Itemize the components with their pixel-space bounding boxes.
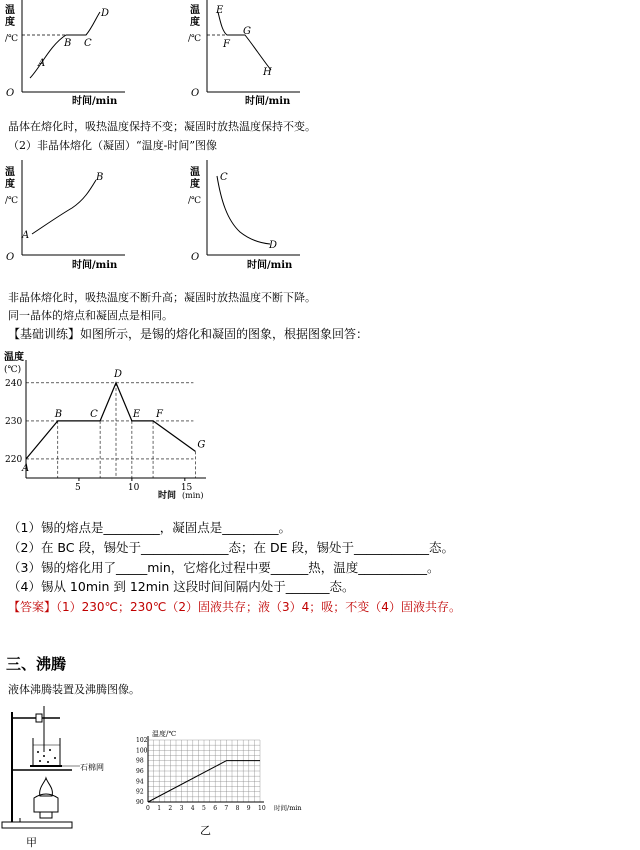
boiling-apparatus bbox=[0, 700, 120, 850]
g2-pt-g: G bbox=[243, 26, 251, 37]
boil-xtick: 4 bbox=[190, 805, 195, 812]
g4-ylabel2: 度 bbox=[190, 179, 200, 190]
g2-origin: O bbox=[191, 88, 200, 99]
boil-ytick: 100 bbox=[136, 747, 148, 755]
tin-point-label: F bbox=[156, 408, 164, 420]
exercise-text: 如图所示，是锡的熔化和凝固的图象，根据图象回答： bbox=[80, 327, 369, 341]
g3-ylabel1: 温 bbox=[5, 167, 15, 178]
graph-amorphous-melting bbox=[0, 160, 130, 272]
question-1: （1）锡的熔点是_________，凝固点是_________。 bbox=[8, 520, 291, 535]
section-heading: 三、沸腾 bbox=[6, 655, 67, 673]
tin-point-label: G bbox=[197, 439, 206, 451]
tin-point-label: C bbox=[90, 408, 98, 420]
boil-ytick: 96 bbox=[136, 768, 144, 775]
boil-xtick: 7 bbox=[224, 805, 229, 812]
g3-pt-a: A bbox=[22, 230, 30, 241]
boil-xtick: 10 bbox=[258, 805, 266, 812]
g3-xlabel: 时间/min bbox=[72, 260, 118, 271]
graph-crystal-solidification bbox=[185, 0, 305, 108]
tin-xunit: (min) bbox=[182, 491, 204, 500]
boil-xtick: 0 bbox=[146, 805, 150, 812]
g3-yunit: /℃ bbox=[5, 196, 19, 206]
boiling-graph bbox=[130, 728, 310, 840]
tin-xtick: 15 bbox=[180, 483, 193, 493]
text-boiling: 液体沸腾装置及沸腾图像。 bbox=[8, 683, 140, 696]
boil-xtick: 8 bbox=[235, 805, 240, 812]
g4-origin: O bbox=[191, 252, 200, 263]
text-amorphous: 非晶体熔化时，吸热温度不断升高；凝固时放热温度不断下降。 bbox=[8, 291, 316, 304]
boil-xlabel: 时间/min bbox=[274, 804, 302, 812]
g3-origin: O bbox=[6, 252, 15, 263]
tin-point-label: B bbox=[54, 408, 63, 420]
g1-pt-d: D bbox=[101, 8, 110, 19]
g4-ylabel1: 温 bbox=[190, 167, 200, 178]
text-amorphous-heading: （2）非晶体熔化（凝固）“温度-时间”图像 bbox=[8, 139, 217, 152]
g1-pt-c: C bbox=[84, 38, 92, 49]
g4-pt-d: D bbox=[269, 240, 278, 251]
question-3: （3）锡的熔化用了_____min，它熔化过程中要______热，温度___________。 bbox=[8, 560, 440, 575]
boil-xtick: 1 bbox=[157, 805, 162, 812]
g2-ylabel1: 温 bbox=[190, 5, 200, 16]
boil-ytick: 90 bbox=[136, 799, 144, 806]
g4-pt-c: C bbox=[220, 172, 228, 183]
text-same-point: 同一晶体的熔点和凝固点是相同。 bbox=[8, 309, 173, 322]
exercise-tag: 【基础训练】 bbox=[8, 327, 81, 341]
boil-xtick: 2 bbox=[168, 805, 173, 812]
g1-yunit: /℃ bbox=[5, 34, 19, 44]
boil-ytick: 98 bbox=[136, 757, 144, 765]
tin-ytick: 230 bbox=[5, 416, 23, 427]
graph-crystal-melting bbox=[0, 0, 130, 108]
tin-point-label: A bbox=[22, 462, 30, 474]
g1-ylabel1: 温 bbox=[5, 5, 15, 16]
answer: 【答案】（1）230℃；230℃（2）固液共存；液（3）4；吸；不变（4）固液共存。 bbox=[8, 600, 461, 614]
g2-xlabel: 时间/min bbox=[245, 96, 291, 107]
g1-pt-a: A bbox=[38, 58, 46, 69]
g4-xlabel: 时间/min bbox=[247, 260, 293, 271]
boil-xtick: 5 bbox=[202, 805, 206, 812]
tin-yunit: (℃) bbox=[4, 365, 22, 375]
boil-ylabel: 温度/℃ bbox=[152, 730, 177, 738]
tin-xlabel: 时间 bbox=[158, 491, 177, 501]
tin-xtick: 10 bbox=[127, 483, 140, 493]
graph-amorphous-solidification bbox=[185, 160, 305, 272]
g2-pt-f: F bbox=[223, 39, 230, 50]
g3-pt-b: B bbox=[96, 172, 104, 183]
asbestos-label: 石棉网 bbox=[80, 763, 104, 772]
g2-yunit: /℃ bbox=[188, 34, 202, 44]
boil-ytick: 102 bbox=[136, 737, 148, 744]
tin-chart bbox=[0, 348, 220, 506]
caption-yi: 乙 bbox=[200, 824, 211, 837]
g1-ylabel2: 度 bbox=[5, 17, 15, 28]
tin-point-label: D bbox=[114, 368, 123, 380]
g2-pt-h: H bbox=[263, 67, 272, 78]
boil-xtick: 9 bbox=[246, 805, 251, 812]
tin-ytick: 220 bbox=[5, 454, 23, 465]
question-2: （2）在 BC 段，锡处于______________态；在 DE 段，锡处于____________态。 bbox=[8, 540, 454, 555]
tin-ylabel: 温度 bbox=[4, 352, 24, 363]
text-crystal: 晶体在熔化时，吸热温度保持不变；凝固时放热温度保持不变。 bbox=[8, 120, 316, 133]
boil-ytick: 94 bbox=[136, 778, 144, 786]
tin-ytick: 240 bbox=[5, 378, 23, 389]
g4-yunit: /℃ bbox=[188, 196, 202, 206]
tin-xtick: 5 bbox=[74, 483, 81, 493]
g3-ylabel2: 度 bbox=[5, 179, 15, 190]
g2-ylabel2: 度 bbox=[190, 17, 200, 28]
g2-pt-e: E bbox=[216, 5, 224, 16]
question-4: （4）锡从 10min 到 12min 这段时间间隔内处于_______态。 bbox=[8, 579, 355, 594]
boil-ytick: 92 bbox=[136, 788, 144, 796]
boil-xtick: 3 bbox=[179, 805, 184, 812]
tin-point-label: E bbox=[132, 408, 141, 420]
boil-xtick: 6 bbox=[213, 805, 218, 812]
g1-xlabel: 时间/min bbox=[72, 96, 118, 107]
caption-jia: 甲 bbox=[26, 836, 37, 849]
exercise-prompt bbox=[8, 325, 368, 342]
g1-origin: O bbox=[6, 88, 15, 99]
g1-pt-b: B bbox=[64, 38, 72, 49]
